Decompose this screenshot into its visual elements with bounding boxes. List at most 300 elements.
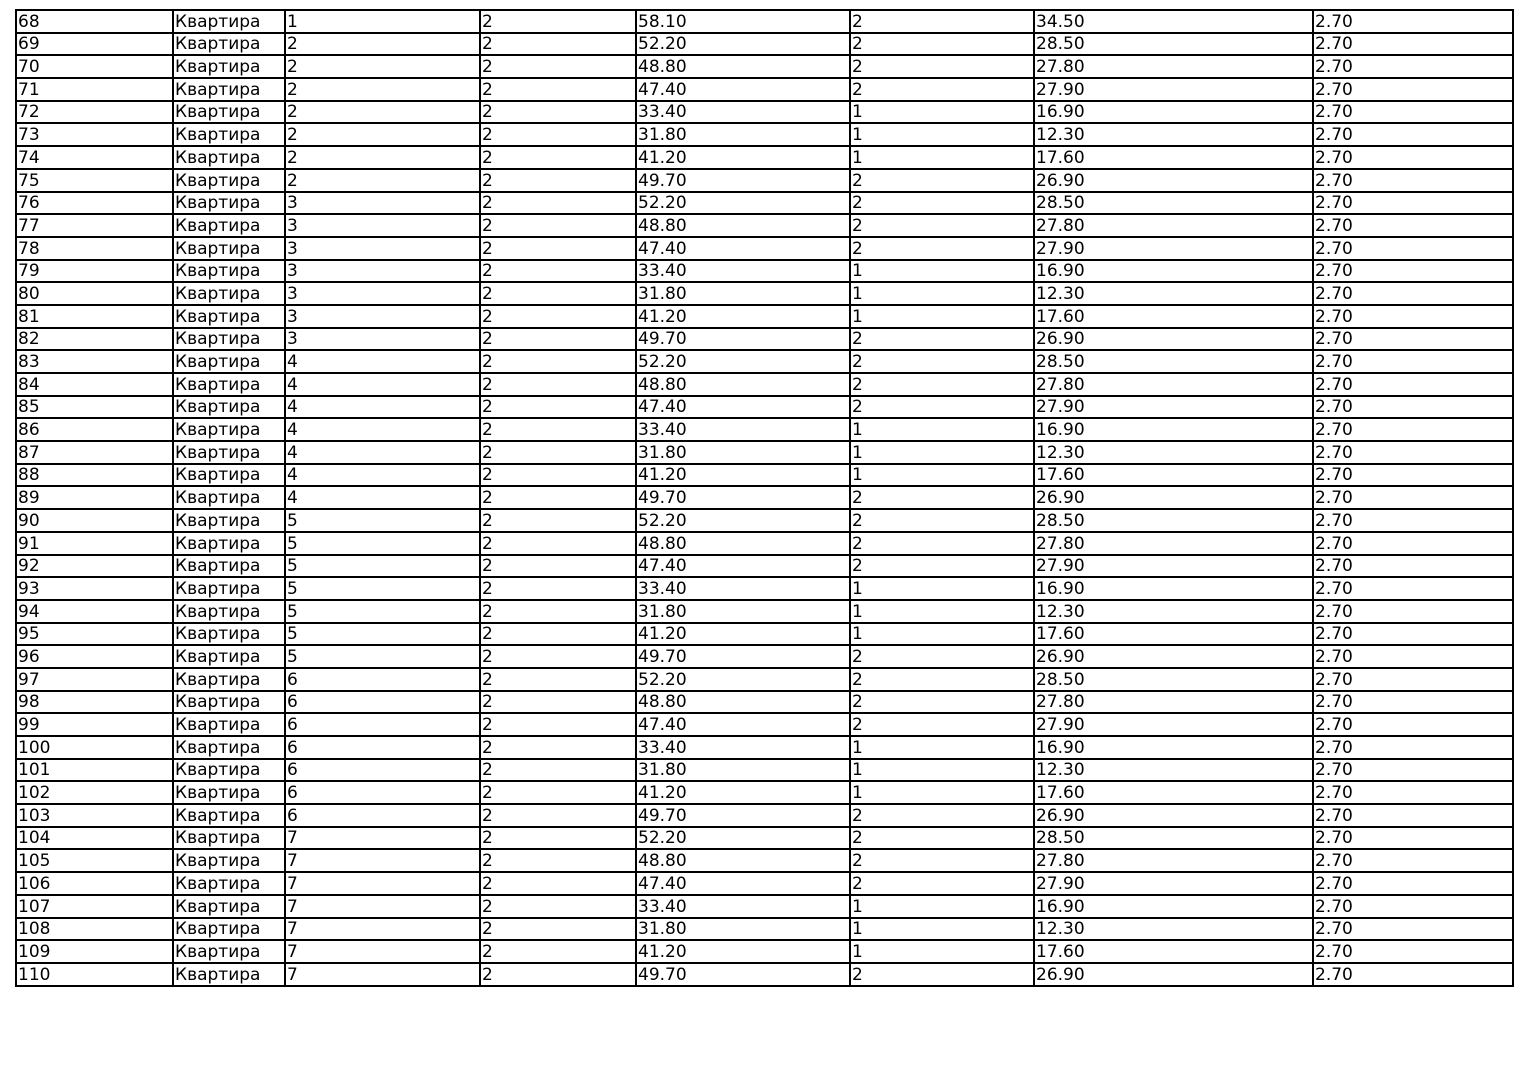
ceiling-height-cell: 2.70 [1313,781,1513,804]
col4-cell: 2 [480,555,636,578]
rooms-cell: 2 [850,33,1034,56]
rooms-cell: 1 [850,101,1034,124]
col4-cell: 2 [480,396,636,419]
ceiling-height-cell: 2.70 [1313,486,1513,509]
unit-type-cell: Квартира [173,872,285,895]
total-area-cell: 48.80 [636,532,850,555]
living-area-cell: 12.30 [1034,759,1313,782]
rooms-cell: 2 [850,532,1034,555]
living-area-cell: 26.90 [1034,645,1313,668]
col4-cell: 2 [480,78,636,101]
ceiling-height-cell: 2.70 [1313,464,1513,487]
col4-cell: 2 [480,55,636,78]
col4-cell: 2 [480,146,636,169]
unit-type-cell: Квартира [173,33,285,56]
unit-number-cell: 102 [16,781,173,804]
unit-number-cell: 95 [16,623,173,646]
ceiling-height-cell: 2.70 [1313,577,1513,600]
total-area-cell: 31.80 [636,282,850,305]
ceiling-height-cell: 2.70 [1313,736,1513,759]
unit-type-cell: Квартира [173,781,285,804]
unit-number-cell: 76 [16,192,173,215]
unit-type-cell: Квартира [173,441,285,464]
living-area-cell: 12.30 [1034,600,1313,623]
section-cell: 7 [285,895,480,918]
table-row [16,759,1513,782]
ceiling-height-cell: 2.70 [1313,509,1513,532]
rooms-cell: 1 [850,781,1034,804]
rooms-cell: 1 [850,123,1034,146]
rooms-cell: 2 [850,55,1034,78]
table-body [16,10,1513,986]
section-cell: 2 [285,101,480,124]
table-row [16,486,1513,509]
section-cell: 6 [285,781,480,804]
section-cell: 4 [285,464,480,487]
col4-cell: 2 [480,123,636,146]
ceiling-height-cell: 2.70 [1313,328,1513,351]
table-row [16,464,1513,487]
unit-type-cell: Квартира [173,623,285,646]
col4-cell: 2 [480,169,636,192]
unit-type-cell: Квартира [173,237,285,260]
section-cell: 5 [285,600,480,623]
rooms-cell: 1 [850,305,1034,328]
ceiling-height-cell: 2.70 [1313,237,1513,260]
living-area-cell: 16.90 [1034,577,1313,600]
total-area-cell: 31.80 [636,123,850,146]
living-area-cell: 28.50 [1034,350,1313,373]
unit-type-cell: Квартира [173,328,285,351]
unit-type-cell: Квартира [173,350,285,373]
table-row [16,192,1513,215]
living-area-cell: 17.60 [1034,623,1313,646]
ceiling-height-cell: 2.70 [1313,192,1513,215]
unit-type-cell: Квартира [173,736,285,759]
section-cell: 1 [285,10,480,33]
col4-cell: 2 [480,827,636,850]
living-area-cell: 28.50 [1034,192,1313,215]
section-cell: 2 [285,123,480,146]
col4-cell: 2 [480,237,636,260]
col4-cell: 2 [480,486,636,509]
col4-cell: 2 [480,713,636,736]
table-row [16,282,1513,305]
total-area-cell: 49.70 [636,804,850,827]
ceiling-height-cell: 2.70 [1313,623,1513,646]
section-cell: 6 [285,668,480,691]
unit-number-cell: 109 [16,940,173,963]
table-row [16,555,1513,578]
table-row [16,918,1513,941]
section-cell: 2 [285,146,480,169]
table-row [16,600,1513,623]
ceiling-height-cell: 2.70 [1313,600,1513,623]
total-area-cell: 49.70 [636,963,850,986]
table-row [16,169,1513,192]
living-area-cell: 28.50 [1034,33,1313,56]
total-area-cell: 31.80 [636,918,850,941]
unit-number-cell: 107 [16,895,173,918]
section-cell: 5 [285,509,480,532]
total-area-cell: 47.40 [636,237,850,260]
rooms-cell: 1 [850,918,1034,941]
ceiling-height-cell: 2.70 [1313,441,1513,464]
total-area-cell: 49.70 [636,169,850,192]
section-cell: 3 [285,192,480,215]
living-area-cell: 27.90 [1034,872,1313,895]
rooms-cell: 1 [850,759,1034,782]
living-area-cell: 12.30 [1034,282,1313,305]
table-row [16,849,1513,872]
unit-type-cell: Квартира [173,373,285,396]
section-cell: 6 [285,759,480,782]
total-area-cell: 52.20 [636,509,850,532]
total-area-cell: 49.70 [636,328,850,351]
unit-number-cell: 94 [16,600,173,623]
section-cell: 4 [285,441,480,464]
total-area-cell: 48.80 [636,214,850,237]
ceiling-height-cell: 2.70 [1313,123,1513,146]
total-area-cell: 48.80 [636,849,850,872]
living-area-cell: 28.50 [1034,827,1313,850]
living-area-cell: 27.80 [1034,849,1313,872]
table-row [16,713,1513,736]
rooms-cell: 1 [850,736,1034,759]
rooms-cell: 2 [850,373,1034,396]
table-row [16,577,1513,600]
col4-cell: 2 [480,418,636,441]
rooms-cell: 2 [850,645,1034,668]
total-area-cell: 52.20 [636,350,850,373]
rooms-cell: 1 [850,441,1034,464]
living-area-cell: 26.90 [1034,169,1313,192]
living-area-cell: 27.90 [1034,78,1313,101]
rooms-cell: 1 [850,600,1034,623]
unit-number-cell: 73 [16,123,173,146]
col4-cell: 2 [480,509,636,532]
living-area-cell: 26.90 [1034,328,1313,351]
unit-number-cell: 97 [16,668,173,691]
table-row [16,532,1513,555]
rooms-cell: 2 [850,237,1034,260]
section-cell: 3 [285,305,480,328]
ceiling-height-cell: 2.70 [1313,214,1513,237]
table-row [16,736,1513,759]
total-area-cell: 31.80 [636,759,850,782]
total-area-cell: 41.20 [636,623,850,646]
unit-number-cell: 108 [16,918,173,941]
total-area-cell: 52.20 [636,668,850,691]
living-area-cell: 28.50 [1034,509,1313,532]
living-area-cell: 27.80 [1034,373,1313,396]
unit-number-cell: 85 [16,396,173,419]
unit-number-cell: 70 [16,55,173,78]
ceiling-height-cell: 2.70 [1313,350,1513,373]
rooms-cell: 1 [850,146,1034,169]
ceiling-height-cell: 2.70 [1313,101,1513,124]
total-area-cell: 52.20 [636,827,850,850]
ceiling-height-cell: 2.70 [1313,396,1513,419]
unit-type-cell: Квартира [173,55,285,78]
total-area-cell: 41.20 [636,781,850,804]
unit-type-cell: Квартира [173,169,285,192]
unit-number-cell: 81 [16,305,173,328]
ceiling-height-cell: 2.70 [1313,849,1513,872]
living-area-cell: 34.50 [1034,10,1313,33]
rooms-cell: 1 [850,940,1034,963]
total-area-cell: 48.80 [636,691,850,714]
unit-type-cell: Квартира [173,260,285,283]
section-cell: 2 [285,33,480,56]
col4-cell: 2 [480,10,636,33]
total-area-cell: 47.40 [636,555,850,578]
unit-type-cell: Квартира [173,895,285,918]
section-cell: 4 [285,373,480,396]
col4-cell: 2 [480,781,636,804]
table-row [16,872,1513,895]
ceiling-height-cell: 2.70 [1313,804,1513,827]
living-area-cell: 27.90 [1034,396,1313,419]
living-area-cell: 17.60 [1034,940,1313,963]
section-cell: 3 [285,237,480,260]
rooms-cell: 2 [850,328,1034,351]
unit-number-cell: 71 [16,78,173,101]
total-area-cell: 52.20 [636,192,850,215]
rooms-cell: 2 [850,849,1034,872]
table-row [16,668,1513,691]
ceiling-height-cell: 2.70 [1313,872,1513,895]
table-row [16,328,1513,351]
section-cell: 5 [285,645,480,668]
unit-number-cell: 79 [16,260,173,283]
unit-type-cell: Квартира [173,396,285,419]
ceiling-height-cell: 2.70 [1313,305,1513,328]
rooms-cell: 2 [850,10,1034,33]
ceiling-height-cell: 2.70 [1313,918,1513,941]
living-area-cell: 16.90 [1034,895,1313,918]
unit-type-cell: Квартира [173,10,285,33]
living-area-cell: 26.90 [1034,804,1313,827]
col4-cell: 2 [480,623,636,646]
total-area-cell: 49.70 [636,645,850,668]
table-row [16,396,1513,419]
col4-cell: 2 [480,305,636,328]
unit-number-cell: 96 [16,645,173,668]
ceiling-height-cell: 2.70 [1313,10,1513,33]
table-row [16,10,1513,33]
total-area-cell: 41.20 [636,464,850,487]
unit-number-cell: 75 [16,169,173,192]
unit-type-cell: Квартира [173,555,285,578]
total-area-cell: 47.40 [636,78,850,101]
col4-cell: 2 [480,282,636,305]
living-area-cell: 27.80 [1034,214,1313,237]
total-area-cell: 41.20 [636,305,850,328]
total-area-cell: 58.10 [636,10,850,33]
col4-cell: 2 [480,260,636,283]
section-cell: 3 [285,328,480,351]
section-cell: 6 [285,804,480,827]
section-cell: 6 [285,713,480,736]
unit-number-cell: 80 [16,282,173,305]
unit-type-cell: Квартира [173,464,285,487]
unit-type-cell: Квартира [173,192,285,215]
rooms-cell: 2 [850,668,1034,691]
rooms-cell: 1 [850,260,1034,283]
table-row [16,123,1513,146]
rooms-cell: 1 [850,577,1034,600]
unit-type-cell: Квартира [173,123,285,146]
col4-cell: 2 [480,441,636,464]
table-row [16,237,1513,260]
living-area-cell: 12.30 [1034,123,1313,146]
section-cell: 3 [285,282,480,305]
total-area-cell: 41.20 [636,940,850,963]
unit-type-cell: Квартира [173,918,285,941]
total-area-cell: 33.40 [636,895,850,918]
total-area-cell: 47.40 [636,396,850,419]
unit-type-cell: Квартира [173,691,285,714]
unit-type-cell: Квартира [173,418,285,441]
table-row [16,260,1513,283]
col4-cell: 2 [480,645,636,668]
total-area-cell: 47.40 [636,872,850,895]
ceiling-height-cell: 2.70 [1313,169,1513,192]
ceiling-height-cell: 2.70 [1313,668,1513,691]
table-row [16,827,1513,850]
total-area-cell: 48.80 [636,55,850,78]
rooms-cell: 2 [850,555,1034,578]
ceiling-height-cell: 2.70 [1313,895,1513,918]
unit-type-cell: Квартира [173,804,285,827]
table-row [16,101,1513,124]
unit-type-cell: Квартира [173,668,285,691]
ceiling-height-cell: 2.70 [1313,963,1513,986]
total-area-cell: 47.40 [636,713,850,736]
living-area-cell: 16.90 [1034,736,1313,759]
unit-type-cell: Квартира [173,282,285,305]
rooms-cell: 1 [850,282,1034,305]
ceiling-height-cell: 2.70 [1313,55,1513,78]
unit-number-cell: 77 [16,214,173,237]
unit-type-cell: Квартира [173,849,285,872]
living-area-cell: 12.30 [1034,441,1313,464]
section-cell: 6 [285,691,480,714]
section-cell: 3 [285,260,480,283]
unit-number-cell: 103 [16,804,173,827]
living-area-cell: 16.90 [1034,418,1313,441]
unit-number-cell: 68 [16,10,173,33]
col4-cell: 2 [480,918,636,941]
living-area-cell: 16.90 [1034,101,1313,124]
col4-cell: 2 [480,963,636,986]
rooms-cell: 2 [850,804,1034,827]
col4-cell: 2 [480,577,636,600]
rooms-cell: 2 [850,872,1034,895]
rooms-cell: 2 [850,78,1034,101]
rooms-cell: 2 [850,214,1034,237]
table-row [16,214,1513,237]
living-area-cell: 27.90 [1034,713,1313,736]
total-area-cell: 41.20 [636,146,850,169]
col4-cell: 2 [480,532,636,555]
table-row [16,781,1513,804]
unit-number-cell: 92 [16,555,173,578]
section-cell: 6 [285,736,480,759]
living-area-cell: 27.80 [1034,55,1313,78]
section-cell: 7 [285,940,480,963]
unit-number-cell: 90 [16,509,173,532]
total-area-cell: 33.40 [636,736,850,759]
unit-type-cell: Квартира [173,486,285,509]
rooms-cell: 2 [850,509,1034,532]
ceiling-height-cell: 2.70 [1313,827,1513,850]
unit-type-cell: Квартира [173,146,285,169]
total-area-cell: 31.80 [636,600,850,623]
table-row [16,418,1513,441]
unit-number-cell: 99 [16,713,173,736]
ceiling-height-cell: 2.70 [1313,713,1513,736]
table-row [16,146,1513,169]
col4-cell: 2 [480,192,636,215]
unit-type-cell: Квартира [173,305,285,328]
section-cell: 7 [285,918,480,941]
ceiling-height-cell: 2.70 [1313,260,1513,283]
unit-number-cell: 74 [16,146,173,169]
col4-cell: 2 [480,214,636,237]
table-row [16,963,1513,986]
living-area-cell: 16.90 [1034,260,1313,283]
ceiling-height-cell: 2.70 [1313,691,1513,714]
ceiling-height-cell: 2.70 [1313,146,1513,169]
col4-cell: 2 [480,849,636,872]
section-cell: 5 [285,623,480,646]
unit-number-cell: 100 [16,736,173,759]
living-area-cell: 27.80 [1034,532,1313,555]
col4-cell: 2 [480,33,636,56]
table-row [16,940,1513,963]
table-row [16,509,1513,532]
rooms-cell: 2 [850,963,1034,986]
rooms-cell: 1 [850,895,1034,918]
section-cell: 7 [285,963,480,986]
unit-number-cell: 86 [16,418,173,441]
unit-type-cell: Квартира [173,101,285,124]
unit-number-cell: 87 [16,441,173,464]
unit-number-cell: 110 [16,963,173,986]
col4-cell: 2 [480,940,636,963]
unit-number-cell: 69 [16,33,173,56]
unit-number-cell: 93 [16,577,173,600]
ceiling-height-cell: 2.70 [1313,418,1513,441]
table-row [16,55,1513,78]
table-row [16,623,1513,646]
rooms-cell: 2 [850,691,1034,714]
table-row [16,804,1513,827]
table-row [16,305,1513,328]
table-row [16,350,1513,373]
rooms-cell: 2 [850,713,1034,736]
rooms-cell: 2 [850,169,1034,192]
section-cell: 7 [285,872,480,895]
rooms-cell: 2 [850,827,1034,850]
unit-number-cell: 91 [16,532,173,555]
rooms-cell: 1 [850,418,1034,441]
unit-type-cell: Квартира [173,759,285,782]
unit-type-cell: Квартира [173,963,285,986]
rooms-cell: 2 [850,350,1034,373]
